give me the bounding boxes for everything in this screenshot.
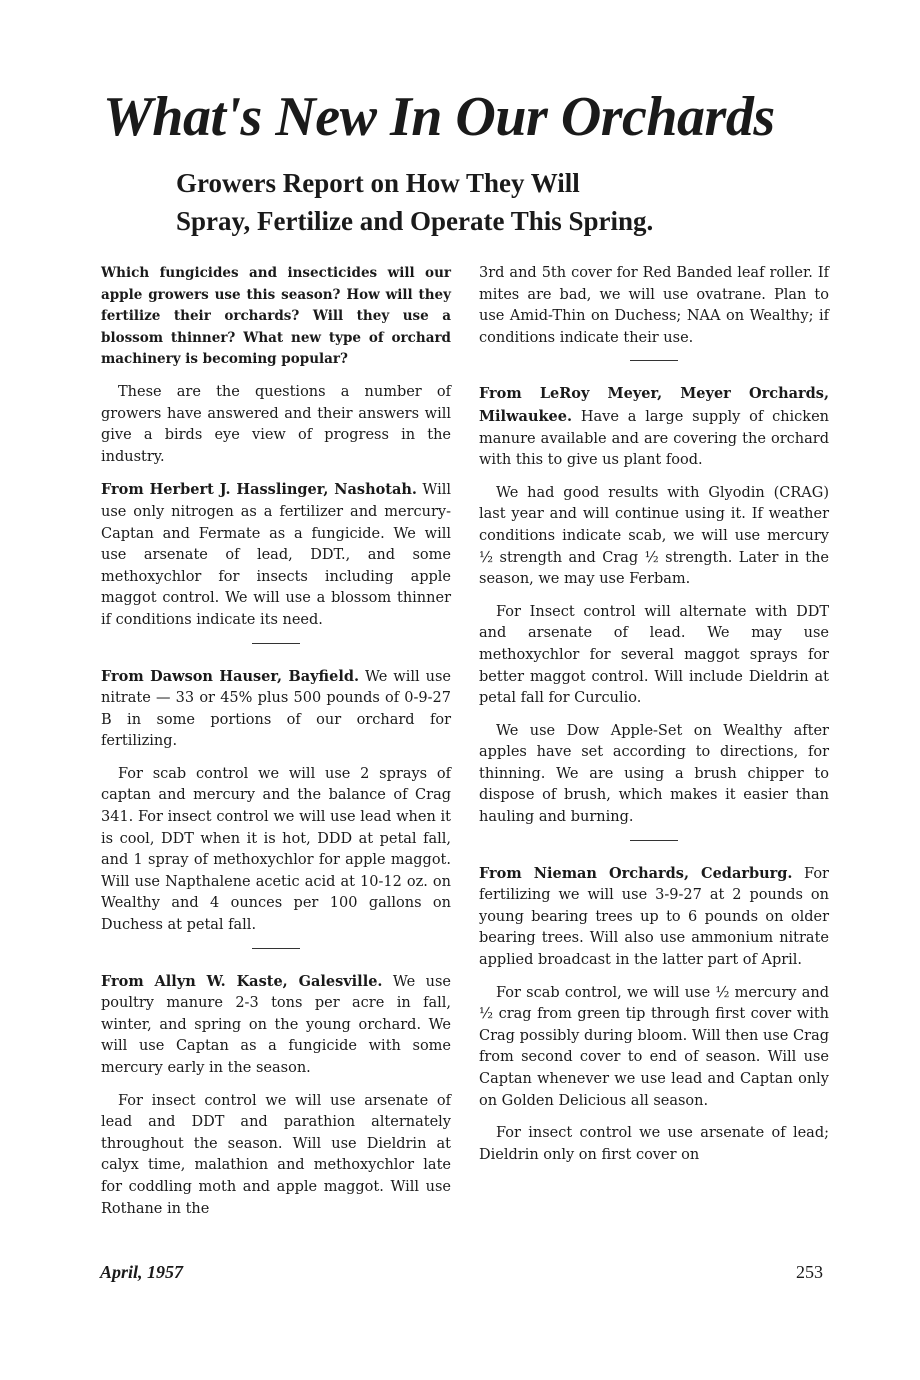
hasslinger-heading: From Herbert J. Hasslinger, Nashotah. — [101, 481, 417, 499]
meyer-heading: From LeRoy Meyer, Meyer Orchards, Milwaukee. — [479, 385, 829, 425]
subtitle-line-1: Growers Report on How They Will — [176, 168, 580, 198]
subtitle-line-2: Spray, Fertilize and Operate This Spring. — [176, 206, 654, 236]
hauser-text: We will use nitrate — 33 or 45% plus 500 pounds of 0-9-27 B in some portions of our orchard for fertilizing. — [101, 668, 451, 750]
article-subtitle — [176, 164, 796, 240]
nieman-paragraph-3: For insect control we use arsenate of lead; Dieldrin only on first cover on — [479, 1125, 829, 1163]
kaste-report — [101, 971, 451, 1080]
page-number: 253 — [796, 1262, 823, 1282]
section-divider — [252, 948, 300, 949]
nieman-report — [479, 863, 829, 972]
section-divider — [252, 643, 300, 644]
section-divider — [630, 840, 678, 841]
kaste-heading: From Allyn W. Kaste, Galesville. — [101, 972, 383, 990]
hasslinger-report — [101, 479, 451, 631]
hasslinger-text: Will use only nitrogen as a fertilizer and mercury-Captan and Fermate as a fungicide. We will use arsenate of lead, DDT., and some methoxychlor for insects including apple maggot control. We will use a blossom thinner if conditions indicate its need. — [101, 482, 451, 628]
article-title: What's New In Our Orchards — [103, 86, 775, 148]
footer-date: April, 1957 — [100, 1262, 184, 1282]
right-column — [479, 263, 829, 1177]
meyer-paragraph-3: For Insect control will alternate with DDT and arsenate of lead. We may use methoxychlor for several maggot sprays for better maggot control. Will include Dieldrin at petal fall for Curculio. — [479, 603, 829, 707]
meyer-text: Have a large supply of chicken manure available and are covering the orchard with this to give us plant food. — [479, 408, 829, 469]
nieman-heading: From Nieman Orchards, Cedarburg. — [479, 864, 793, 882]
section-divider — [630, 360, 678, 361]
intro-paragraph: These are the questions a number of growers have answered and their answers will give a birds eye view of progress in the industry. — [101, 383, 451, 465]
nieman-paragraph-2: For scab control, we will use ½ mercury and ½ crag from green tip through first cover with Crag possibly during bloom. Will then use Crag from second cover to end of season. Will use Captan whenever we use lead and Captan only on Golden Delicious all season. — [479, 984, 829, 1109]
meyer-report — [479, 383, 829, 471]
hauser-report — [101, 666, 451, 753]
meyer-paragraph-2: We had good results with Glyodin (CRAG) last year and will continue using it. If weather conditions indicate scab, we will use mercury ½ strength and Crag ½ strength. Later in the season, we may use Ferbam. — [479, 484, 829, 588]
nieman-text: For fertilizing we will use 3-9-27 at 2 pounds on young bearing trees up to 6 pounds on older bearing trees. Will also use ammonium nitrate applied broadcast in the latter part of April. — [479, 865, 829, 969]
hauser-heading: From Dawson Hauser, Bayfield. — [101, 667, 360, 685]
hauser-paragraph-2: For scab control we will use 2 sprays of captan and mercury and the balance of Crag 341. For insect control we will use lead when it is cool, DDT when it is hot, DDD at petal fall, and 1 spray of methoxychlor for apple maggot. Will use Napthalene acetic acid at 10-12 oz. on Wealthy and 4 ounces per 100 gallons on Duchess at petal fall. — [101, 765, 451, 934]
kaste-paragraph-2: For insect control we will use arsenate of lead and DDT and parathion alternately throughout the season. Will use Dieldrin at calyx time, malathion and methoxychlor late for coddling moth and apple maggot. Will use Rothane in the — [101, 1092, 451, 1217]
kaste-text: We use poultry manure 2-3 tons per acre in fall, winter, and spring on the young orchard. We will use Captan as a fungicide with some mercury early in the season. — [101, 973, 451, 1076]
intro-questions: Which fungicides and insecticides will our apple growers use this season? How will they fertilize their orchards? Will they use a blossom thinner? What new type of orchard machinery is becoming popular? — [101, 265, 451, 368]
meyer-paragraph-4: We use Dow Apple-Set on Wealthy after apples have set according to directions, for thinning. We are using a brush chipper to dispose of brush, which makes it easier than hauling and burning. — [479, 722, 829, 826]
left-column — [101, 263, 451, 1231]
kaste-continued: 3rd and 5th cover for Red Banded leaf roller. If mites are bad, we will use ovatrane. Plan to use Amid-Thin on Duchess; NAA on Wealthy; if conditions indicate their use. — [479, 265, 829, 346]
